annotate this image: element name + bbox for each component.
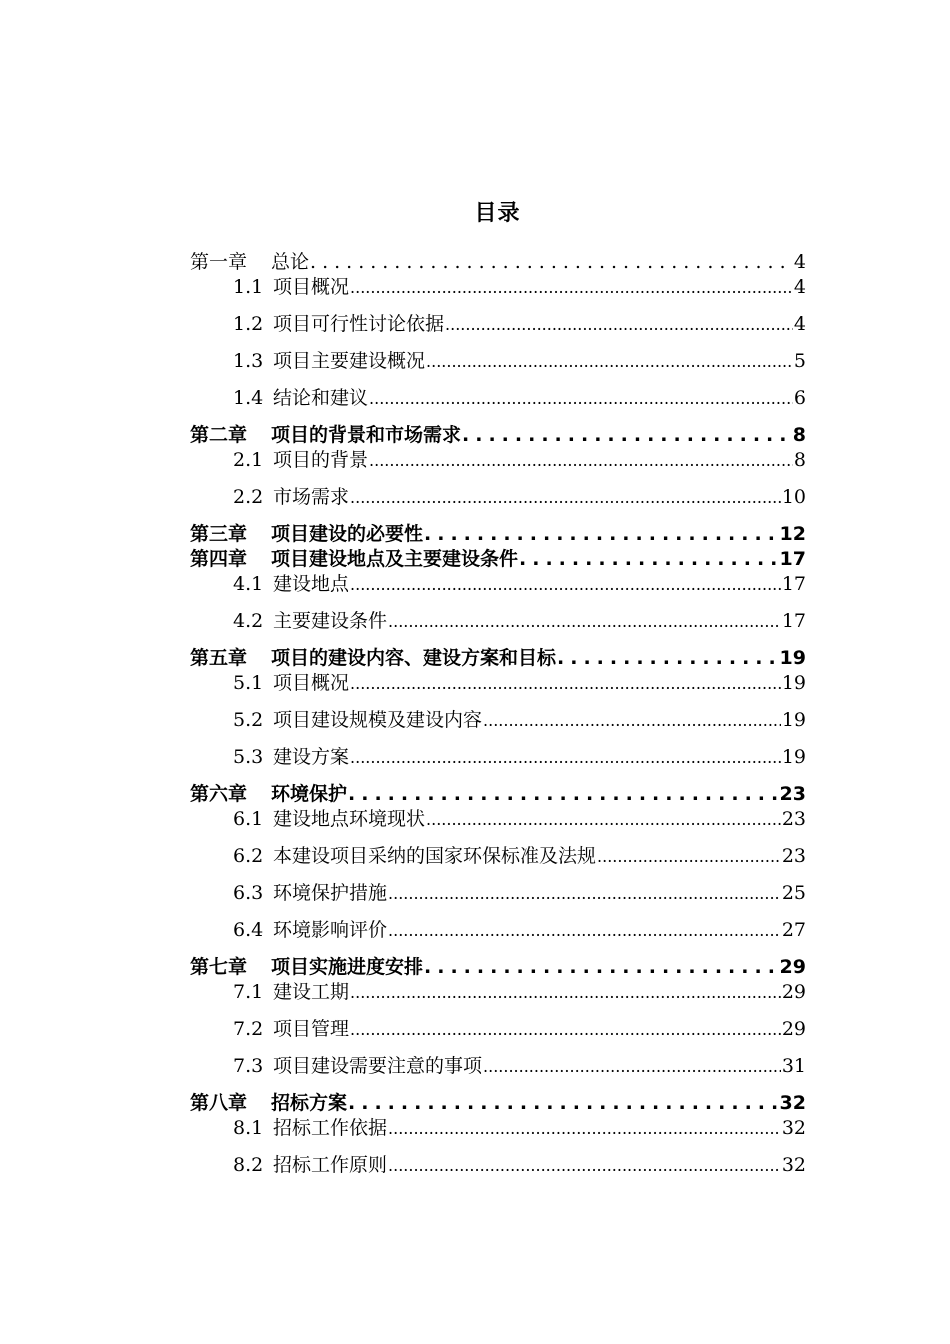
- toc-entry-label: [233, 745, 349, 770]
- toc-section-entry[interactable]: [190, 448, 806, 473]
- toc-entry-label: [233, 485, 349, 510]
- dot-leader: [350, 572, 781, 597]
- page-number: 32: [781, 1154, 806, 1176]
- toc-section-entry[interactable]: [190, 572, 806, 597]
- page-number: 27: [781, 919, 806, 941]
- page-number: 8: [792, 424, 806, 446]
- toc-section-entry[interactable]: [190, 807, 806, 832]
- toc-entry-label: [233, 572, 349, 597]
- dot-leader: [483, 1054, 781, 1079]
- page-number: 19: [781, 672, 806, 694]
- toc-entry-label: [190, 1091, 347, 1116]
- dot-leader: [369, 448, 793, 473]
- section-number: 6.2: [233, 845, 264, 867]
- section-number: 2.1: [233, 449, 264, 471]
- section-number: 1.4: [233, 387, 264, 409]
- toc-chapter-entry[interactable]: [190, 646, 806, 671]
- section-number: 8.2: [233, 1154, 264, 1176]
- toc-entry-label: [233, 349, 425, 374]
- page-number: 17: [779, 548, 806, 570]
- toc-entry-label: [190, 955, 423, 980]
- dot-leader: [348, 782, 779, 807]
- section-title: 项目概况: [273, 276, 350, 298]
- dot-leader: [426, 807, 781, 832]
- section-title: 建设地点: [273, 573, 350, 595]
- section-number: 6.4: [233, 919, 264, 941]
- dot-leader: [424, 955, 779, 980]
- toc-entry-label: [233, 1017, 349, 1042]
- section-number: 1.2: [233, 313, 264, 335]
- page-number: 29: [779, 956, 806, 978]
- toc-section-entry[interactable]: [190, 918, 806, 943]
- section-number: 7.1: [233, 981, 264, 1003]
- toc-chapter-entry[interactable]: [190, 547, 806, 572]
- page-number: 23: [781, 808, 806, 830]
- section-title: 项目可行性讨论依据: [273, 313, 445, 335]
- section-number: 5.1: [233, 672, 264, 694]
- page-number: 4: [793, 313, 806, 335]
- chapter-number: 第七章: [190, 956, 248, 978]
- toc-entry-label: [190, 646, 556, 671]
- section-title: 环境保护措施: [273, 882, 388, 904]
- section-number: 6.3: [233, 882, 264, 904]
- toc-section-entry[interactable]: [190, 1153, 806, 1178]
- chapter-number: 第六章: [190, 783, 248, 805]
- section-title: 招标工作依据: [273, 1117, 388, 1139]
- section-title: 本建设项目采纳的国家环保标准及法规: [273, 845, 597, 867]
- section-number: 7.3: [233, 1055, 264, 1077]
- page-number: 4: [793, 251, 806, 273]
- section-title: 项目建设规模及建设内容: [273, 709, 483, 731]
- dot-leader: [597, 844, 781, 869]
- toc-entry-label: [233, 671, 349, 696]
- page-number: 19: [779, 647, 806, 669]
- toc-section-entry[interactable]: [190, 1054, 806, 1079]
- toc-entry-label: [190, 250, 309, 275]
- toc-section-entry[interactable]: [190, 349, 806, 374]
- toc-section-entry[interactable]: [190, 386, 806, 411]
- page-number: 12: [779, 523, 806, 545]
- page-number: 23: [779, 783, 806, 805]
- section-title: 项目管理: [273, 1018, 350, 1040]
- dot-leader: [462, 423, 792, 448]
- page-number: 23: [781, 845, 806, 867]
- toc-entry-label: [233, 980, 349, 1005]
- toc-chapter-entry[interactable]: [190, 1091, 806, 1116]
- dot-leader: [388, 1116, 781, 1141]
- page-number: 29: [781, 981, 806, 1003]
- toc-chapter-entry[interactable]: [190, 250, 806, 275]
- dot-leader: [350, 745, 781, 770]
- toc-section-entry[interactable]: [190, 312, 806, 337]
- dot-leader: [350, 671, 781, 696]
- page-number: 10: [781, 486, 806, 508]
- chapter-number: 第四章: [190, 548, 248, 570]
- dot-leader: [348, 1091, 779, 1116]
- section-title: 环境影响评价: [273, 919, 388, 941]
- toc-chapter-entry[interactable]: [190, 423, 806, 448]
- page-title: 目录: [474, 201, 521, 226]
- chapter-title: 项目的背景和市场需求: [271, 424, 462, 446]
- page-number: 32: [781, 1117, 806, 1139]
- toc-entry-label: [233, 448, 368, 473]
- section-number: 8.1: [233, 1117, 264, 1139]
- chapter-number: 第八章: [190, 1092, 248, 1114]
- section-title: 项目的背景: [273, 449, 369, 471]
- section-title: 招标工作原则: [273, 1154, 388, 1176]
- page-number: 31: [781, 1055, 806, 1077]
- toc-entry-label: [233, 312, 444, 337]
- toc-section-entry[interactable]: [190, 844, 806, 869]
- dot-leader: [350, 980, 781, 1005]
- page-number: 5: [793, 350, 806, 372]
- dot-leader: [426, 349, 793, 374]
- toc-entry-label: [190, 522, 423, 547]
- dot-leader: [445, 312, 793, 337]
- chapter-number: 第三章: [190, 523, 248, 545]
- dot-leader: [369, 386, 793, 411]
- toc-entry-label: [233, 386, 368, 411]
- section-title: 结论和建议: [273, 387, 369, 409]
- dot-leader: [519, 547, 779, 572]
- page-number: 25: [781, 882, 806, 904]
- section-title: 项目概况: [273, 672, 350, 694]
- section-title: 建设地点环境现状: [273, 808, 426, 830]
- section-title: 项目主要建设概况: [273, 350, 426, 372]
- page-number: 6: [793, 387, 806, 409]
- table-of-contents: [190, 250, 806, 1178]
- section-number: 6.1: [233, 808, 264, 830]
- section-title: 建设方案: [273, 746, 350, 768]
- section-number: 5.2: [233, 709, 264, 731]
- section-number: 2.2: [233, 486, 264, 508]
- section-number: 5.3: [233, 746, 264, 768]
- toc-entry-label: [233, 1054, 482, 1079]
- section-title: 建设工期: [273, 981, 350, 1003]
- dot-leader: [424, 522, 779, 547]
- section-number: 7.2: [233, 1018, 264, 1040]
- page-number: 19: [781, 746, 806, 768]
- chapter-title: 项目实施进度安排: [271, 956, 424, 978]
- toc-section-entry[interactable]: [190, 671, 806, 696]
- toc-entry-label: [190, 423, 461, 448]
- page-number: 4: [793, 276, 806, 298]
- toc-section-entry[interactable]: [190, 1017, 806, 1042]
- chapter-title: 招标方案: [271, 1092, 348, 1114]
- dot-leader: [483, 708, 781, 733]
- dot-leader: [388, 881, 781, 906]
- toc-entry-label: [190, 547, 518, 572]
- chapter-number: 第二章: [190, 424, 248, 446]
- section-title: 项目建设需要注意的事项: [273, 1055, 483, 1077]
- toc-section-entry[interactable]: [190, 485, 806, 510]
- page-number: 19: [781, 709, 806, 731]
- toc-entry-label: [233, 844, 596, 869]
- toc-section-entry[interactable]: [190, 745, 806, 770]
- dot-leader: [350, 485, 781, 510]
- dot-leader: [350, 1017, 781, 1042]
- toc-chapter-entry[interactable]: [190, 522, 806, 547]
- toc-section-entry[interactable]: [190, 609, 806, 634]
- toc-entry-label: [233, 918, 387, 943]
- toc-section-entry[interactable]: [190, 708, 806, 733]
- toc-entry-label: [233, 807, 425, 832]
- chapter-title: 项目的建设内容、建设方案和目标: [271, 647, 557, 669]
- toc-section-entry[interactable]: [190, 275, 806, 300]
- toc-chapter-entry[interactable]: [190, 782, 806, 807]
- toc-entry-label: [233, 275, 349, 300]
- toc-entry-label: [233, 1116, 387, 1141]
- toc-entry-label: [233, 881, 387, 906]
- section-title: 主要建设条件: [273, 610, 388, 632]
- toc-section-entry[interactable]: [190, 1116, 806, 1141]
- section-number: 4.1: [233, 573, 264, 595]
- section-title: 市场需求: [273, 486, 350, 508]
- dot-leader: [350, 275, 793, 300]
- dot-leader: [310, 250, 793, 275]
- toc-chapter-entry[interactable]: [190, 955, 806, 980]
- chapter-title: 项目建设地点及主要建设条件: [271, 548, 519, 570]
- dot-leader: [388, 1153, 781, 1178]
- toc-entry-label: [233, 609, 387, 634]
- chapter-number: 第五章: [190, 647, 248, 669]
- toc-entry-label: [190, 782, 347, 807]
- section-number: 1.1: [233, 276, 264, 298]
- dot-leader: [388, 918, 781, 943]
- chapter-number: 第一章: [190, 251, 248, 273]
- toc-entry-label: [233, 708, 482, 733]
- toc-entry-label: [233, 1153, 387, 1178]
- chapter-title: 项目建设的必要性: [271, 523, 424, 545]
- chapter-title: 环境保护: [271, 783, 348, 805]
- page-number: 17: [781, 573, 806, 595]
- section-number: 4.2: [233, 610, 264, 632]
- toc-section-entry[interactable]: [190, 980, 806, 1005]
- section-number: 1.3: [233, 350, 264, 372]
- page-number: 29: [781, 1018, 806, 1040]
- page-number: 32: [779, 1092, 806, 1114]
- dot-leader: [388, 609, 781, 634]
- chapter-title: 总论: [271, 251, 310, 273]
- page-number: 17: [781, 610, 806, 632]
- dot-leader: [557, 646, 779, 671]
- page-number: 8: [793, 449, 806, 471]
- toc-section-entry[interactable]: [190, 881, 806, 906]
